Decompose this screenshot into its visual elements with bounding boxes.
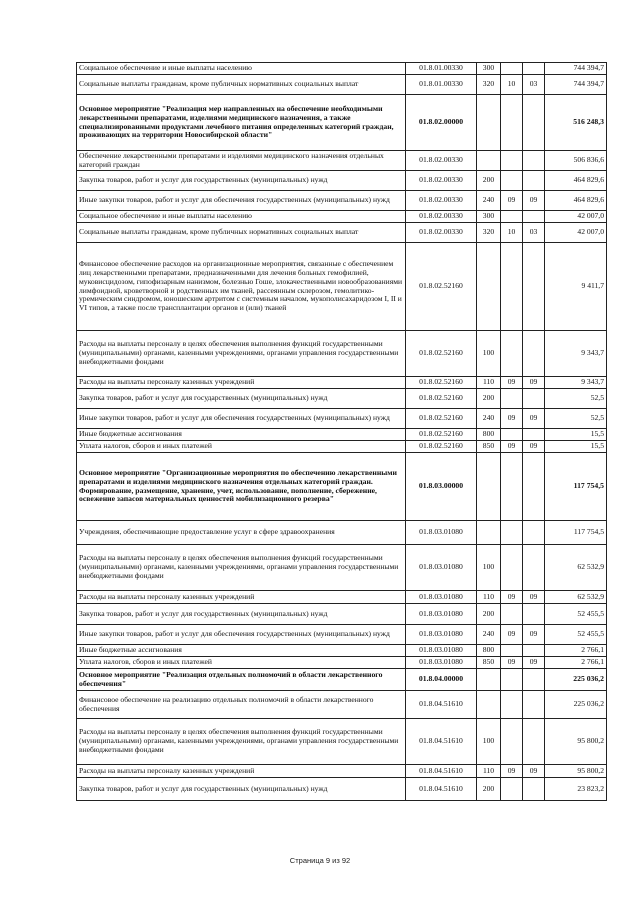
- row-sum: 744 394,7: [545, 75, 607, 95]
- row-expense-type: 100: [477, 545, 501, 591]
- row-subsection: [523, 669, 545, 691]
- row-sum: 95 800,2: [545, 765, 607, 778]
- row-sum: 9 343,7: [545, 377, 607, 389]
- table-row: [77, 719, 607, 765]
- row-code: 01.8.02.52160: [406, 429, 477, 441]
- row-subsection: [523, 453, 545, 521]
- row-code: 01.8.02.00000: [406, 95, 477, 151]
- row-code: 01.8.01.00330: [406, 63, 477, 75]
- row-subsection: [523, 778, 545, 801]
- row-name: Уплата налогов, сборов и иных платежей: [77, 441, 406, 453]
- row-sum: 62 532,9: [545, 545, 607, 591]
- row-name: Обеспечение лекарственными препаратами и изделиями медицинского назначения отдельных категорий граждан: [77, 151, 406, 171]
- table-row: [77, 63, 607, 75]
- row-section: [501, 63, 523, 75]
- table-row: [77, 691, 607, 719]
- table-row: [77, 765, 607, 778]
- table-row: [77, 657, 607, 669]
- row-name: Социальные выплаты гражданам, кроме публичных нормативных социальных выплат: [77, 75, 406, 95]
- row-name: Финансовое обеспечение на реализацию отдельных полномочий в области лекарственного обеспечения: [77, 691, 406, 719]
- row-section: 09: [501, 591, 523, 604]
- row-name: Основное мероприятие "Организационные мероприятия по обеспечению лекарственными препаратами и изделиями медицинского назначения отдельных категорий граждан. Формирование, размещение, хранение, учет, использование, пополнение, сбережение, освежение запасов материальных ценностей мобилизационного резерва": [77, 453, 406, 521]
- row-section: [501, 719, 523, 765]
- table-row: [77, 95, 607, 151]
- table-row: [77, 151, 607, 171]
- row-name: Социальные выплаты гражданам, кроме публичных нормативных социальных выплат: [77, 223, 406, 243]
- row-sum: 2 766,1: [545, 657, 607, 669]
- row-code: 01.8.02.52160: [406, 243, 477, 331]
- row-code: 01.8.02.00330: [406, 151, 477, 171]
- row-expense-type: 200: [477, 604, 501, 625]
- row-name: Иные бюджетные ассигнования: [77, 429, 406, 441]
- row-name: Расходы на выплаты персоналу в целях обеспечения выполнения функций государственными (муниципальными) органами, казенными учреждениями, органами управления государственными внебюджетными фондами: [77, 719, 406, 765]
- row-expense-type: 100: [477, 331, 501, 377]
- row-sum: 15,5: [545, 441, 607, 453]
- row-expense-type: 200: [477, 778, 501, 801]
- row-subsection: [523, 243, 545, 331]
- row-sum: 23 823,2: [545, 778, 607, 801]
- row-section: [501, 645, 523, 657]
- row-code: 01.8.03.00000: [406, 453, 477, 521]
- row-code: 01.8.02.52160: [406, 441, 477, 453]
- row-expense-type: [477, 691, 501, 719]
- table-row: [77, 389, 607, 409]
- row-subsection: [523, 171, 545, 191]
- budget-table: [76, 62, 607, 801]
- row-sum: 9 411,7: [545, 243, 607, 331]
- row-code: 01.8.02.52160: [406, 331, 477, 377]
- row-sum: 95 800,2: [545, 719, 607, 765]
- row-name: Расходы на выплаты персоналу казенных учреждений: [77, 591, 406, 604]
- row-section: 09: [501, 409, 523, 429]
- row-subsection: [523, 719, 545, 765]
- row-subsection: [523, 691, 545, 719]
- row-section: [501, 211, 523, 223]
- page-number: Страница 9 из 92: [289, 856, 351, 865]
- row-expense-type: 320: [477, 75, 501, 95]
- table-row: [77, 191, 607, 211]
- row-sum: 52,5: [545, 389, 607, 409]
- row-subsection: [523, 95, 545, 151]
- row-section: [501, 151, 523, 171]
- row-section: [501, 691, 523, 719]
- row-code: 01.8.03.01080: [406, 645, 477, 657]
- row-section: 10: [501, 75, 523, 95]
- row-section: 09: [501, 441, 523, 453]
- row-name: Закупка товаров, работ и услуг для государственных (муниципальных) нужд: [77, 389, 406, 409]
- row-code: 01.8.03.01080: [406, 591, 477, 604]
- row-subsection: [523, 429, 545, 441]
- row-code: 01.8.03.01080: [406, 625, 477, 645]
- row-code: 01.8.03.01080: [406, 657, 477, 669]
- row-section: 09: [501, 765, 523, 778]
- row-sum: 2 766,1: [545, 645, 607, 657]
- row-expense-type: 850: [477, 441, 501, 453]
- row-subsection: 09: [523, 591, 545, 604]
- row-subsection: [523, 604, 545, 625]
- row-section: [501, 171, 523, 191]
- row-expense-type: 320: [477, 223, 501, 243]
- row-sum: 464 829,6: [545, 191, 607, 211]
- row-name: Расходы на выплаты персоналу казенных учреждений: [77, 377, 406, 389]
- row-sum: 225 036,2: [545, 669, 607, 691]
- row-code: 01.8.04.00000: [406, 669, 477, 691]
- table-row: [77, 625, 607, 645]
- table-row: [77, 521, 607, 545]
- table-row: [77, 453, 607, 521]
- row-expense-type: 240: [477, 625, 501, 645]
- table-row: [77, 75, 607, 95]
- row-sum: 62 532,9: [545, 591, 607, 604]
- table-row: [77, 645, 607, 657]
- row-subsection: 09: [523, 409, 545, 429]
- row-section: [501, 669, 523, 691]
- row-sum: 117 754,5: [545, 453, 607, 521]
- row-expense-type: 300: [477, 63, 501, 75]
- row-subsection: 03: [523, 223, 545, 243]
- row-sum: 117 754,5: [545, 521, 607, 545]
- row-code: 01.8.02.00330: [406, 211, 477, 223]
- row-expense-type: 240: [477, 191, 501, 211]
- row-expense-type: [477, 669, 501, 691]
- row-expense-type: [477, 151, 501, 171]
- row-section: 10: [501, 223, 523, 243]
- row-name: Иные бюджетные ассигнования: [77, 645, 406, 657]
- row-expense-type: 200: [477, 171, 501, 191]
- row-code: 01.8.02.00330: [406, 223, 477, 243]
- row-section: [501, 453, 523, 521]
- table-row: [77, 604, 607, 625]
- row-code: 01.8.02.52160: [406, 409, 477, 429]
- row-section: [501, 545, 523, 591]
- row-code: 01.8.04.51610: [406, 778, 477, 801]
- row-expense-type: 110: [477, 765, 501, 778]
- row-subsection: [523, 211, 545, 223]
- row-name: Иные закупки товаров, работ и услуг для обеспечения государственных (муниципальных) нужд: [77, 191, 406, 211]
- row-name: Закупка товаров, работ и услуг для государственных (муниципальных) нужд: [77, 171, 406, 191]
- row-sum: 225 036,2: [545, 691, 607, 719]
- row-section: 09: [501, 377, 523, 389]
- row-name: Закупка товаров, работ и услуг для государственных (муниципальных) нужд: [77, 778, 406, 801]
- table-row: [77, 377, 607, 389]
- row-code: 01.8.02.00330: [406, 191, 477, 211]
- row-code: 01.8.04.51610: [406, 719, 477, 765]
- table-row: [77, 171, 607, 191]
- row-expense-type: 110: [477, 377, 501, 389]
- row-sum: 464 829,6: [545, 171, 607, 191]
- row-expense-type: [477, 243, 501, 331]
- table-row: [77, 669, 607, 691]
- table-row: [77, 331, 607, 377]
- row-code: 01.8.01.00330: [406, 75, 477, 95]
- row-section: [501, 429, 523, 441]
- row-code: 01.8.02.52160: [406, 389, 477, 409]
- row-expense-type: 100: [477, 719, 501, 765]
- table-row: [77, 223, 607, 243]
- table-row: [77, 409, 607, 429]
- row-expense-type: 200: [477, 389, 501, 409]
- row-subsection: [523, 521, 545, 545]
- row-code: 01.8.04.51610: [406, 691, 477, 719]
- row-subsection: [523, 645, 545, 657]
- row-section: [501, 389, 523, 409]
- row-subsection: 09: [523, 625, 545, 645]
- row-sum: 516 248,3: [545, 95, 607, 151]
- row-code: 01.8.03.01080: [406, 604, 477, 625]
- row-expense-type: [477, 521, 501, 545]
- row-sum: 9 343,7: [545, 331, 607, 377]
- row-name: Социальное обеспечение и иные выплаты населению: [77, 63, 406, 75]
- table-row: [77, 441, 607, 453]
- row-sum: 52 455,5: [545, 604, 607, 625]
- row-expense-type: 240: [477, 409, 501, 429]
- row-code: 01.8.03.01080: [406, 521, 477, 545]
- row-section: 09: [501, 191, 523, 211]
- row-sum: 42 007,0: [545, 211, 607, 223]
- row-sum: 15,5: [545, 429, 607, 441]
- row-expense-type: [477, 95, 501, 151]
- row-subsection: 09: [523, 191, 545, 211]
- row-expense-type: 800: [477, 645, 501, 657]
- row-subsection: 09: [523, 765, 545, 778]
- row-name: Расходы на выплаты персоналу казенных учреждений: [77, 765, 406, 778]
- row-expense-type: 800: [477, 429, 501, 441]
- row-subsection: 09: [523, 441, 545, 453]
- table-row: [77, 211, 607, 223]
- row-sum: 52 455,5: [545, 625, 607, 645]
- row-subsection: [523, 389, 545, 409]
- table-row: [77, 429, 607, 441]
- row-expense-type: 110: [477, 591, 501, 604]
- row-name: Финансовое обеспечение расходов на организационные мероприятия, связанные с обеспечением лиц лекарственными препаратами, предназначенными для лечения больных гемофилией, муковисцидозом, гипофизарным нанизмом, болезнью Гоше, злокачественными новообразованиями лимфоидной, кроветворной и родственных им тканей, рассеянным склерозом, гемолитико-уремическим синдромом, юношеским артритом с системным началом, мукополисахаридозом I, II и VI типов, а также после трансплантации органов и (или) тканей: [77, 243, 406, 331]
- row-subsection: [523, 151, 545, 171]
- table-row: [77, 545, 607, 591]
- row-subsection: [523, 331, 545, 377]
- row-subsection: 09: [523, 377, 545, 389]
- row-section: [501, 95, 523, 151]
- table-row: [77, 243, 607, 331]
- row-code: 01.8.02.00330: [406, 171, 477, 191]
- row-sum: 744 394,7: [545, 63, 607, 75]
- row-subsection: 03: [523, 75, 545, 95]
- row-expense-type: 300: [477, 211, 501, 223]
- row-section: [501, 778, 523, 801]
- row-name: Уплата налогов, сборов и иных платежей: [77, 657, 406, 669]
- row-name: Расходы на выплаты персоналу в целях обеспечения выполнения функций государственными (муниципальными) органами, казенными учреждениями, органами управления государственными внебюджетными фондами: [77, 331, 406, 377]
- row-name: Иные закупки товаров, работ и услуг для обеспечения государственных (муниципальных) нужд: [77, 625, 406, 645]
- table-row: [77, 778, 607, 801]
- row-expense-type: [477, 453, 501, 521]
- table-row: [77, 591, 607, 604]
- row-name: Расходы на выплаты персоналу в целях обеспечения выполнения функций государственными (муниципальными) органами, казенными учреждениями, органами управления государственными внебюджетными фондами: [77, 545, 406, 591]
- row-section: [501, 243, 523, 331]
- row-code: 01.8.02.52160: [406, 377, 477, 389]
- row-name: Учреждения, обеспечивающие предоставление услуг в сфере здравоохранения: [77, 521, 406, 545]
- row-sum: 52,5: [545, 409, 607, 429]
- row-section: [501, 521, 523, 545]
- row-section: 09: [501, 657, 523, 669]
- row-name: Основное мероприятие "Реализация отдельных полномочий в области лекарственного обеспечения": [77, 669, 406, 691]
- row-name: Основное мероприятие "Реализация мер направленных на обеспечение необходимыми лекарственными препаратами, изделиями медицинского назначения, а также специализированными продуктами лечебного питания определенных категорий граждан, проживающих на территории Новосибирской области": [77, 95, 406, 151]
- row-sum: 42 007,0: [545, 223, 607, 243]
- row-name: Закупка товаров, работ и услуг для государственных (муниципальных) нужд: [77, 604, 406, 625]
- budget-table-body: [77, 63, 607, 801]
- row-subsection: [523, 63, 545, 75]
- row-section: [501, 331, 523, 377]
- row-subsection: 09: [523, 657, 545, 669]
- row-section: 09: [501, 625, 523, 645]
- row-name: Социальное обеспечение и иные выплаты населению: [77, 211, 406, 223]
- row-code: 01.8.04.51610: [406, 765, 477, 778]
- row-subsection: [523, 545, 545, 591]
- row-section: [501, 604, 523, 625]
- row-expense-type: 850: [477, 657, 501, 669]
- row-name: Иные закупки товаров, работ и услуг для обеспечения государственных (муниципальных) нужд: [77, 409, 406, 429]
- row-sum: 506 836,6: [545, 151, 607, 171]
- row-code: 01.8.03.01080: [406, 545, 477, 591]
